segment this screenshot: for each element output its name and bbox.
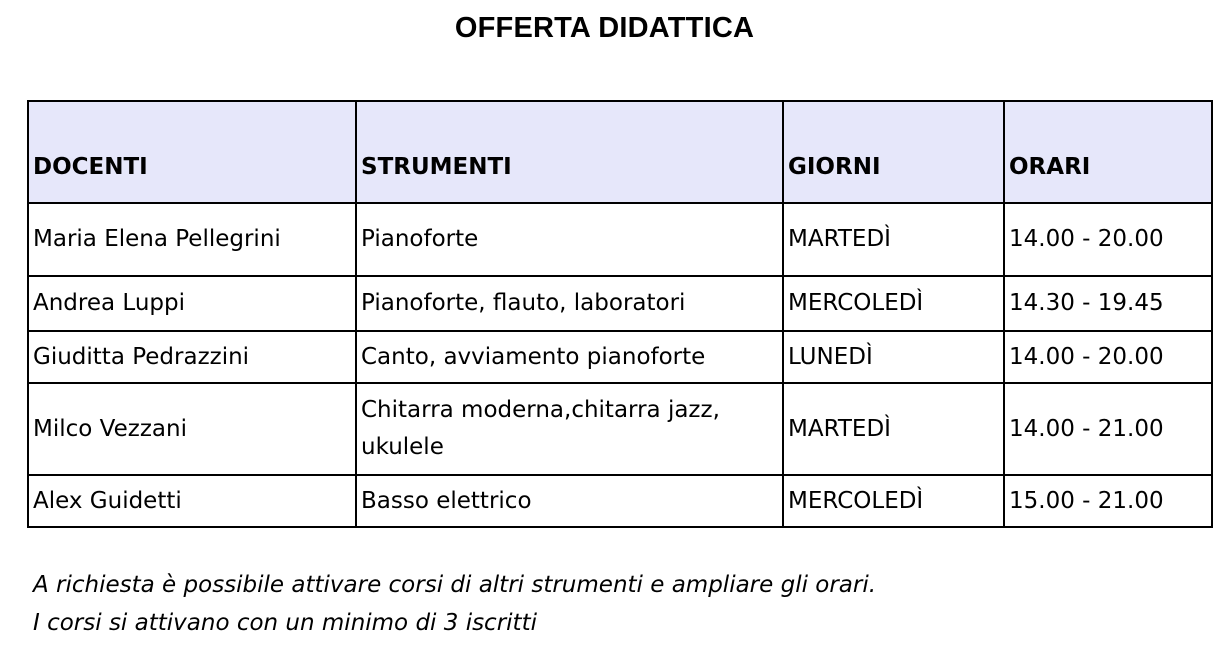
footnotes (33, 566, 876, 642)
page-title: OFFERTA DIDATTICA (454, 12, 755, 44)
cell-orari: 14.00 - 21.00 (1004, 383, 1212, 475)
table-header-row (28, 101, 1212, 203)
cell-orari: 14.30 - 19.45 (1004, 276, 1212, 331)
schedule-table (27, 100, 1213, 528)
cell-giorni: MERCOLEDÌ (783, 276, 1004, 331)
table-row (28, 331, 1212, 383)
cell-orari: 14.00 - 20.00 (1004, 331, 1212, 383)
cell-docente: Alex Guidetti (28, 475, 356, 527)
cell-docente: Giuditta Pedrazzini (28, 331, 356, 383)
cell-strumenti: Pianoforte (356, 203, 783, 276)
table-row (28, 203, 1212, 276)
cell-docente: Andrea Luppi (28, 276, 356, 331)
note-line: I corsi si attivano con un minimo di 3 iscritti (33, 610, 537, 636)
cell-giorni: LUNEDÌ (783, 331, 1004, 383)
cell-docente: Maria Elena Pellegrini (28, 203, 356, 276)
cell-giorni: MARTEDÌ (783, 383, 1004, 475)
column-header-docenti: DOCENTI (28, 101, 356, 203)
cell-strumenti: Canto, avviamento pianoforte (356, 331, 783, 383)
note-line: A richiesta è possibile attivare corsi di altri strumenti e ampliare gli orari. (33, 572, 877, 598)
column-header-orari: ORARI (1004, 101, 1212, 203)
cell-giorni: MERCOLEDÌ (783, 475, 1004, 527)
cell-orari: 15.00 - 21.00 (1004, 475, 1212, 527)
column-header-giorni: GIORNI (783, 101, 1004, 203)
cell-giorni: MARTEDÌ (783, 203, 1004, 276)
cell-docente: Milco Vezzani (28, 383, 356, 475)
table-row (28, 383, 1212, 475)
column-header-strumenti: STRUMENTI (356, 101, 783, 203)
cell-strumenti: Basso elettrico (356, 475, 783, 527)
table-row (28, 276, 1212, 331)
cell-strumenti: Pianoforte, flauto, laboratori (356, 276, 783, 331)
table-row (28, 475, 1212, 527)
cell-strumenti: Chitarra moderna,chitarra jazz, ukulele (356, 383, 783, 475)
cell-orari: 14.00 - 20.00 (1004, 203, 1212, 276)
